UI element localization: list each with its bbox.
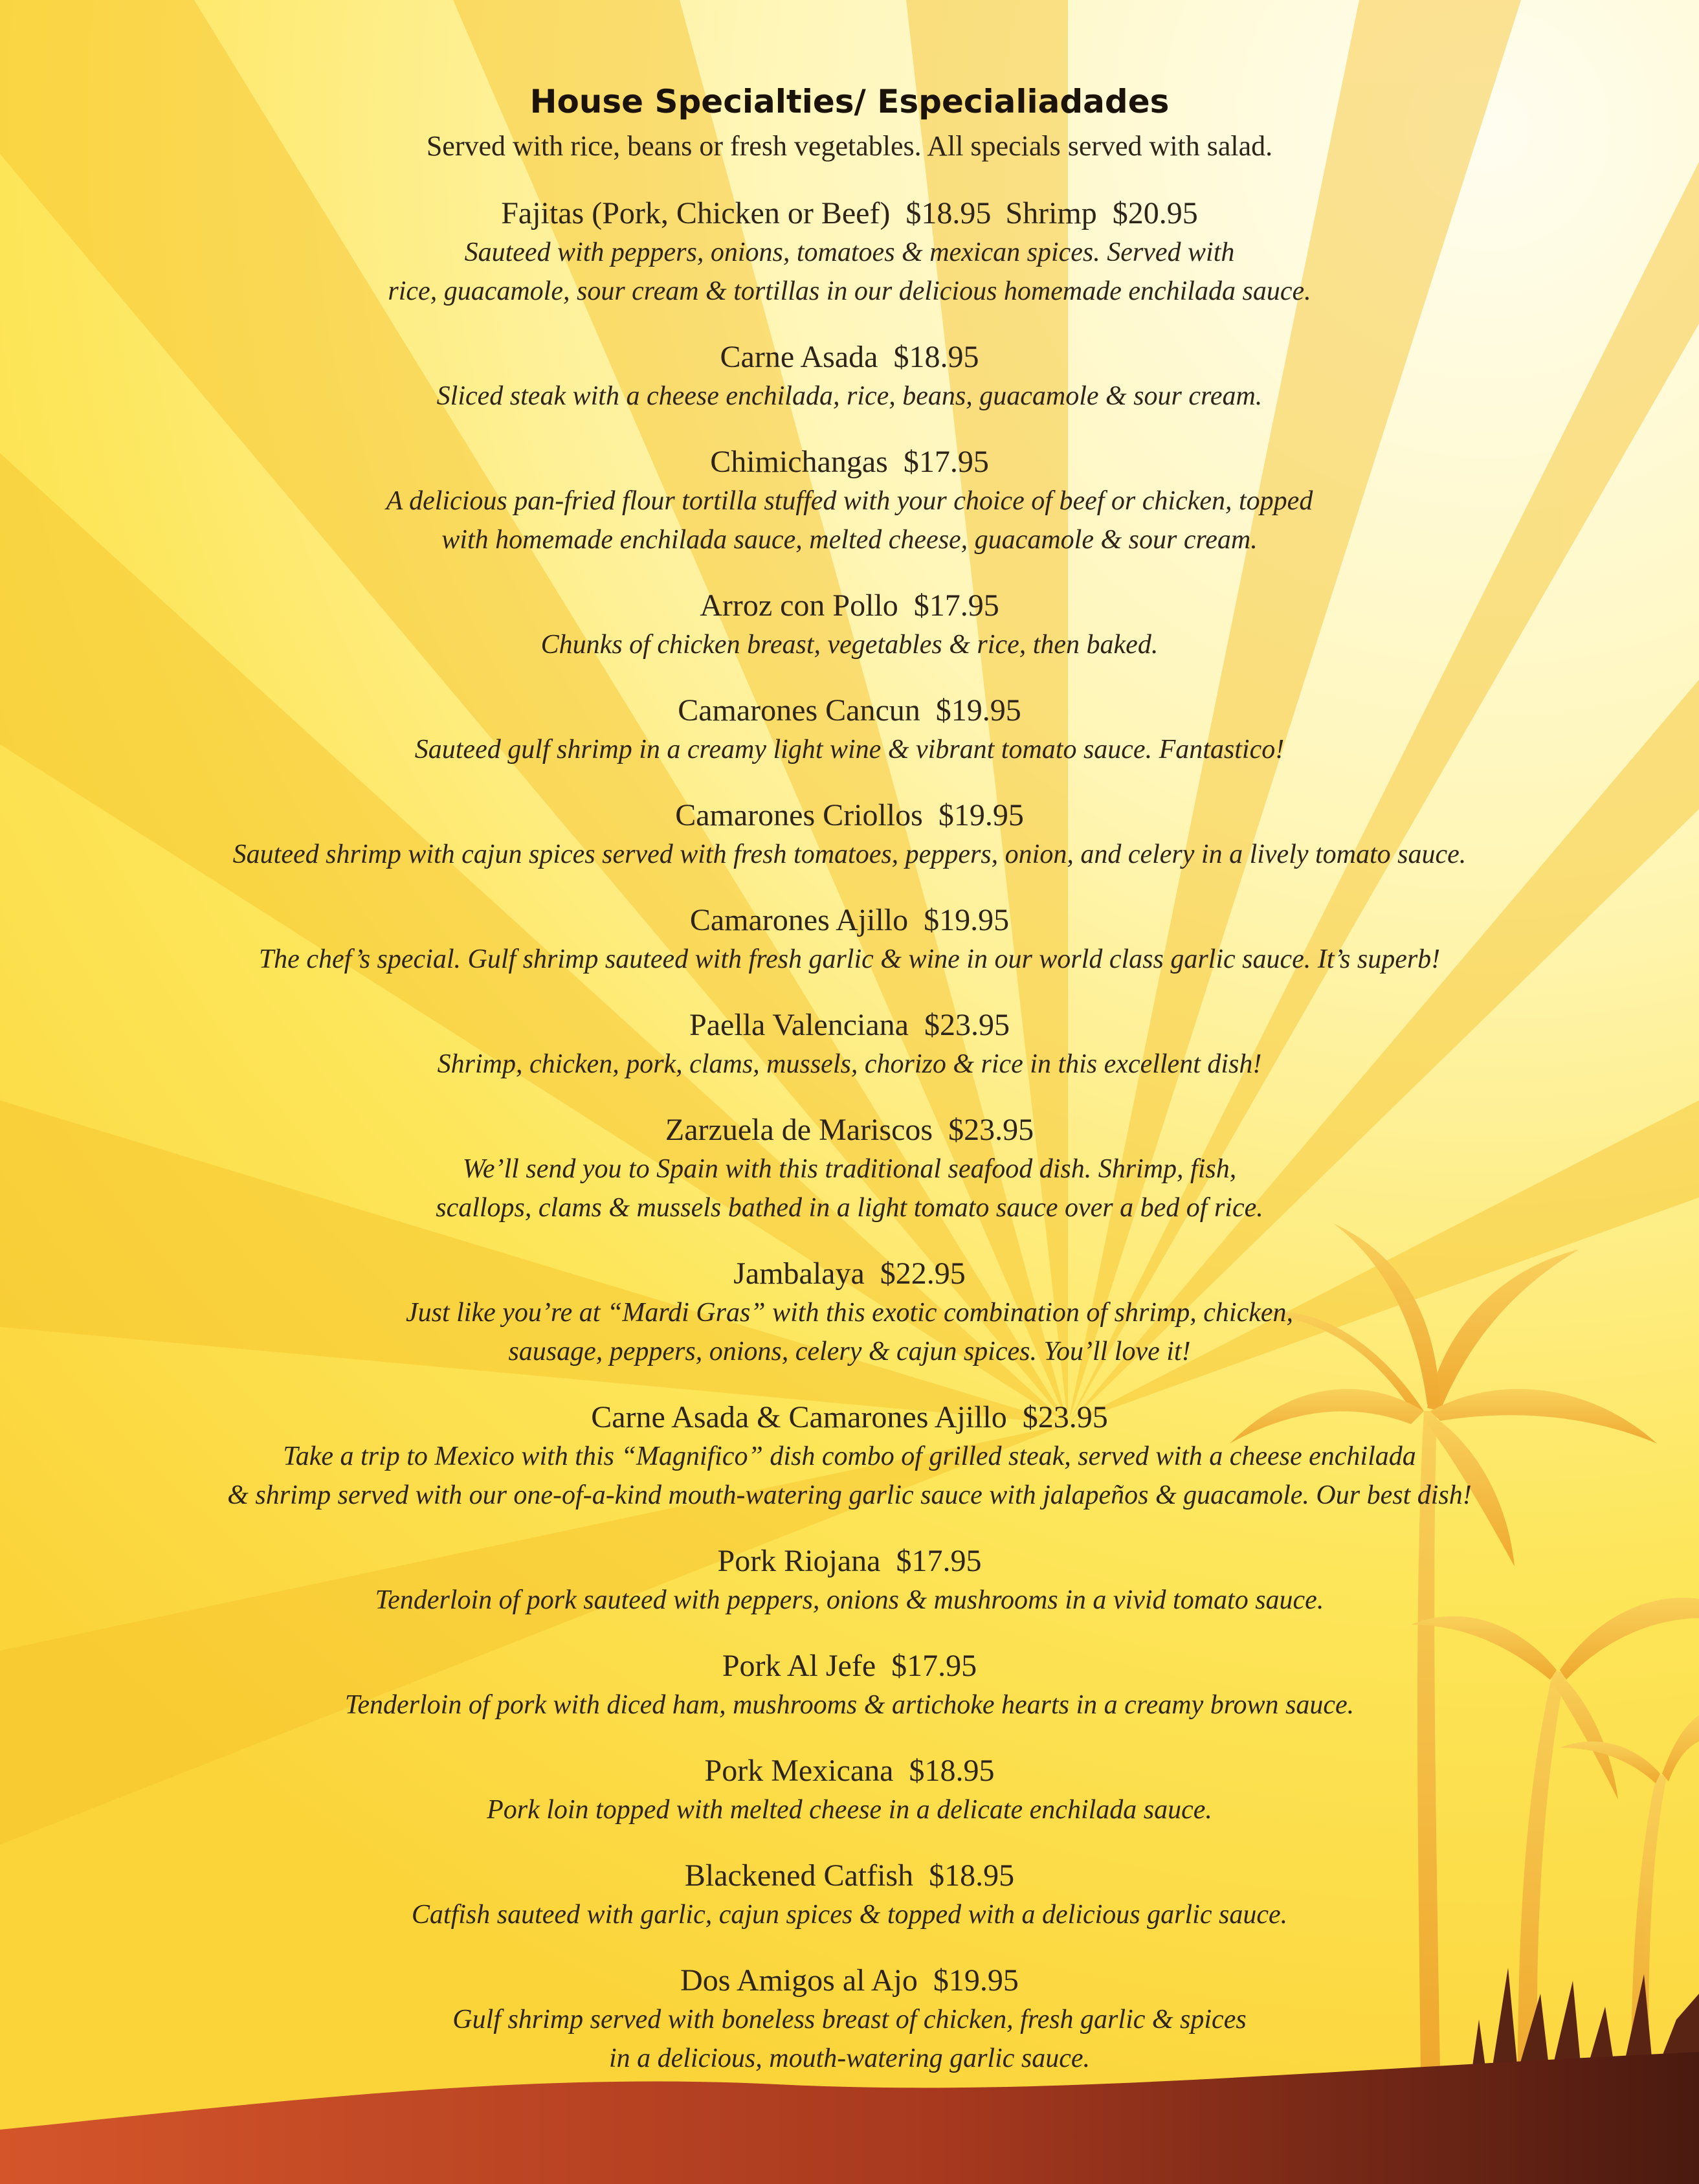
item-price: $19.95	[935, 693, 1021, 728]
item-name: Paella Valenciana	[689, 1008, 909, 1042]
item-description-line: Catfish sauteed with garlic, cajun spices & topped with a delicious garlic sauce.	[411, 1900, 1288, 1930]
item-description-line: Gulf shrimp served with boneless breast of chicken, fresh garlic & spices	[452, 2005, 1247, 2034]
menu-item-pork-al-jefe	[0, 1647, 1699, 1724]
item-price: $23.95	[924, 1008, 1010, 1042]
item-description-line: Tenderloin of pork with diced ham, mushrooms & artichoke hearts in a creamy brown sauce.	[344, 1690, 1355, 1720]
item-price: $19.95	[924, 903, 1010, 937]
item-description-line: Pork loin topped with melted cheese in a delicate enchilada sauce.	[487, 1795, 1212, 1825]
item-name: Camarones Ajillo	[689, 903, 909, 937]
item-name: Zarzuela de Mariscos	[665, 1113, 933, 1147]
item-description-line: Tenderloin of pork sauteed with peppers, onions & mushrooms in a vivid tomato sauce.	[375, 1585, 1324, 1615]
menu-item-pork-mexicana	[0, 1752, 1699, 1829]
menu-item-camarones-criollos	[0, 796, 1699, 874]
item-name: Fajitas (Pork, Chicken or Beef)	[501, 196, 891, 230]
item-name: Jambalaya	[733, 1256, 865, 1291]
item-description-line: Take a trip to Mexico with this “Magnifico” dish combo of grilled steak, served with a cheese enchilada	[283, 1442, 1416, 1471]
item-description-line: Sauteed with peppers, onions, tomatoes & mexican spices. Served with	[464, 238, 1235, 267]
item-name: Arroz con Pollo	[700, 588, 898, 623]
menu-item-dos-amigos-al-ajo	[0, 1961, 1699, 2078]
item-description-line: Just like you’re at “Mardi Gras” with this exotic combination of shrimp, chicken,	[405, 1298, 1294, 1328]
item-name: Carne Asada	[720, 340, 878, 374]
item-name: Dos Amigos al Ajo	[680, 1963, 918, 1998]
item-description-line: sausage, peppers, onions, celery & cajun spices. You’ll love it!	[508, 1337, 1191, 1366]
menu-item-camarones-cancun	[0, 691, 1699, 769]
item-description-line: Chunks of chicken breast, vegetables & rice, then baked.	[540, 630, 1159, 660]
item-description-line: in a delicious, mouth-watering garlic sauce.	[608, 2044, 1091, 2073]
item-description-line: The chef’s special. Gulf shrimp sauteed with fresh garlic & wine in our world class garlic sauce. It’s superb!	[258, 944, 1441, 974]
menu-item-camarones-ajillo	[0, 901, 1699, 979]
item-price: $23.95	[1022, 1400, 1108, 1434]
item-name: Camarones Criollos	[675, 798, 923, 832]
item-price: $17.95	[896, 1544, 982, 1578]
page-subtitle: Served with rice, beans or fresh vegetables. All specials served with salad.	[426, 130, 1273, 162]
menu-item-chimichangas	[0, 443, 1699, 559]
item-description-line: & shrimp served with our one-of-a-kind mouth-watering garlic sauce with jalapeños & guacamole. Our best dish!	[227, 1480, 1472, 1510]
item-price: $18.95	[929, 1858, 1015, 1893]
item-price: $17.95	[891, 1649, 977, 1683]
item-extra-price: $20.95	[1112, 196, 1198, 230]
item-name: Carne Asada & Camarones Ajillo	[591, 1400, 1007, 1434]
item-price: $17.95	[903, 445, 989, 479]
menu-item-carne-asada-camarones-ajillo	[0, 1398, 1699, 1515]
menu-item-arroz-con-pollo	[0, 586, 1699, 664]
item-description-line: Sliced steak with a cheese enchilada, rice, beans, guacamole & sour cream.	[436, 381, 1263, 411]
item-description-line: Sauteed shrimp with cajun spices served with fresh tomatoes, peppers, onion, and celery in a lively tomato sauce.	[232, 840, 1467, 869]
item-price: $19.95	[933, 1963, 1019, 1998]
item-description-line: We’ll send you to Spain with this traditional seafood dish. Shrimp, fish,	[462, 1154, 1237, 1184]
item-extra-name: Shrimp	[1005, 196, 1097, 230]
item-price: $22.95	[880, 1256, 966, 1291]
item-description-line: Sauteed gulf shrimp in a creamy light wine & vibrant tomato sauce. Fantastico!	[414, 735, 1285, 764]
page-title: House Specialties/ Especialiadades	[529, 83, 1170, 120]
item-price: $23.95	[948, 1113, 1034, 1147]
item-name: Pork Riojana	[717, 1544, 881, 1578]
menu-item-zarzuela-de-mariscos	[0, 1111, 1699, 1227]
item-name: Pork Al Jefe	[722, 1649, 876, 1683]
item-description-line: with homemade enchilada sauce, melted cheese, guacamole & sour cream.	[441, 525, 1258, 555]
item-price: $18.95	[905, 196, 992, 230]
menu-item-jambalaya	[0, 1254, 1699, 1371]
item-description-line: rice, guacamole, sour cream & tortillas in our delicious homemade enchilada sauce.	[388, 276, 1311, 306]
item-name: Camarones Cancun	[678, 693, 920, 728]
menu-item-pork-riojana	[0, 1542, 1699, 1620]
item-description-line: Shrimp, chicken, pork, clams, mussels, chorizo & rice in this excellent dish!	[437, 1049, 1262, 1079]
item-description-line: A delicious pan-fried flour tortilla stuffed with your choice of beef or chicken, topped	[386, 486, 1313, 516]
menu-item-fajitas	[0, 194, 1699, 311]
menu-item-carne-asada	[0, 338, 1699, 416]
item-price: $18.95	[909, 1754, 995, 1788]
item-name: Pork Mexicana	[704, 1754, 894, 1788]
item-price: $19.95	[938, 798, 1024, 832]
item-name: Chimichangas	[710, 445, 888, 479]
menu-item-blackened-catfish	[0, 1856, 1699, 1934]
item-price: $17.95	[913, 588, 999, 623]
menu-item-paella-valenciana	[0, 1006, 1699, 1084]
item-description-line: scallops, clams & mussels bathed in a light tomato sauce over a bed of rice.	[436, 1193, 1263, 1223]
item-price: $18.95	[893, 340, 979, 374]
item-name: Blackened Catfish	[684, 1858, 914, 1893]
